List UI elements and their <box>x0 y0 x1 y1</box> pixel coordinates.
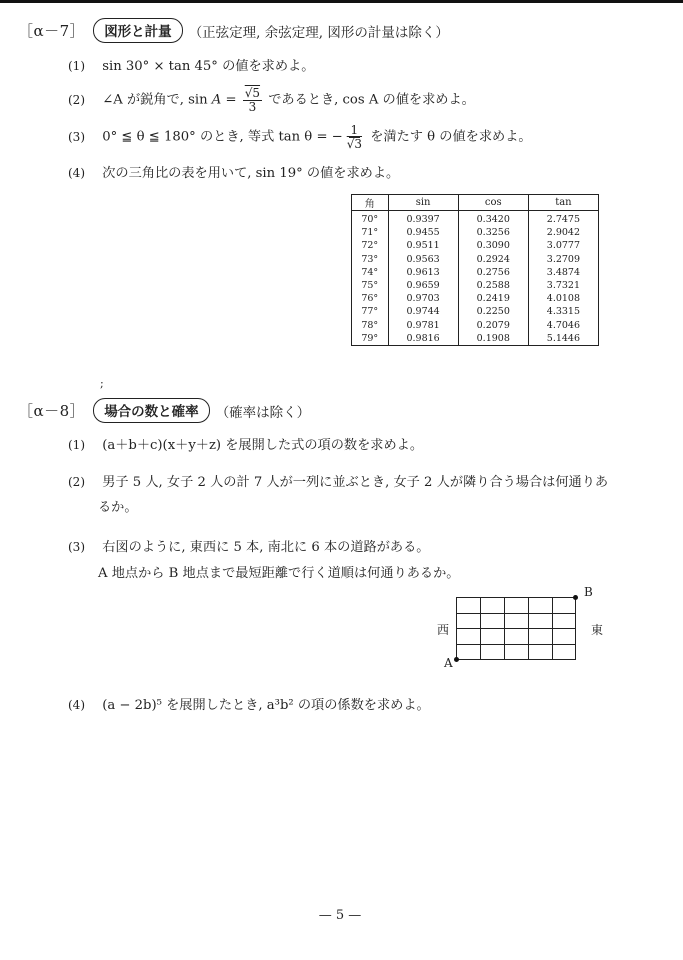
cell-tan: 3.7321 <box>528 279 598 292</box>
point-b-dot <box>573 595 578 600</box>
problem-text-pre: ∠A が鋭角で, sin <box>102 92 212 108</box>
cell-angle: 75° <box>352 279 389 292</box>
label-point-b: B <box>584 585 593 599</box>
problem-a7-3 <box>68 124 532 150</box>
problem-eq: = <box>221 92 241 108</box>
problem-var: A <box>211 92 222 108</box>
problem-text-cont: A 地点から B 地点まで最短距離で行く道順は何通りあるか。 <box>98 566 460 581</box>
problem-a8-3-cont <box>98 562 459 581</box>
cell-angle: 78° <box>352 319 389 332</box>
cell-cos: 0.2250 <box>458 305 528 318</box>
problem-text-post: を満たす θ の値を求めよ。 <box>366 129 532 145</box>
section-badge: 場合の数と確率 <box>93 398 210 423</box>
cell-angle: 76° <box>352 292 389 305</box>
table-row <box>352 292 599 305</box>
label-west: 西 <box>437 623 450 637</box>
problem-number: (4) <box>68 166 85 180</box>
cell-sin: 0.9744 <box>388 305 458 318</box>
road-grid <box>456 597 576 660</box>
table-row <box>352 266 599 279</box>
problem-text: (a＋b＋c)(x＋y＋z) を展開した式の項の数を求めよ。 <box>102 438 424 453</box>
fraction-denominator: 3 <box>248 99 257 114</box>
cell-tan: 3.2709 <box>528 253 598 266</box>
label-point-a: A <box>444 656 453 670</box>
section-note: （確率は除く） <box>215 404 311 421</box>
cell-angle: 71° <box>352 226 389 239</box>
problem-text: sin 30° × tan 45° の値を求めよ。 <box>102 59 315 74</box>
table-row <box>352 239 599 252</box>
problem-number: (2) <box>68 92 85 107</box>
fraction <box>243 87 262 113</box>
table-header-sin: sin <box>388 195 458 211</box>
cell-sin: 0.9511 <box>388 239 458 252</box>
problem-text-cont: るか。 <box>98 500 138 515</box>
problem-a8-2-cont <box>98 496 138 515</box>
cell-angle: 70° <box>352 211 389 227</box>
cell-cos: 0.2588 <box>458 279 528 292</box>
problem-a8-3 <box>68 536 429 555</box>
problem-number: (4) <box>68 698 85 712</box>
cell-tan: 4.3315 <box>528 305 598 318</box>
cell-tan: 3.0777 <box>528 239 598 252</box>
cell-angle: 73° <box>352 253 389 266</box>
table-row <box>352 253 599 266</box>
cell-cos: 0.3090 <box>458 239 528 252</box>
table-header-row <box>352 195 599 211</box>
table-header-cos: cos <box>458 195 528 211</box>
cell-angle: 74° <box>352 266 389 279</box>
section-header-a8 <box>18 398 310 423</box>
table-row <box>352 332 599 346</box>
point-a-dot <box>454 657 459 662</box>
problem-number: (3) <box>68 129 85 144</box>
problem-text: (a − 2b)⁵ を展開したとき, a³b² の項の係数を求めよ。 <box>102 698 430 713</box>
problem-a7-1 <box>68 55 314 74</box>
stray-mark: ; <box>100 377 104 390</box>
table-row <box>352 211 599 227</box>
table-row <box>352 305 599 318</box>
problem-a7-2 <box>68 87 475 113</box>
problem-number: (2) <box>68 475 85 489</box>
road-grid-figure <box>456 597 582 660</box>
cell-cos: 0.3420 <box>458 211 528 227</box>
cell-sin: 0.9613 <box>388 266 458 279</box>
problem-a8-4 <box>68 694 430 713</box>
cell-sin: 0.9563 <box>388 253 458 266</box>
cell-angle: 79° <box>352 332 389 346</box>
cell-cos: 0.2079 <box>458 319 528 332</box>
cell-angle: 77° <box>352 305 389 318</box>
section-header-a7 <box>18 18 449 43</box>
cell-cos: 0.3256 <box>458 226 528 239</box>
table-header-tan: tan <box>528 195 598 211</box>
problem-text: 右図のように, 東西に 5 本, 南北に 6 本の道路がある。 <box>102 540 430 555</box>
problem-a8-1 <box>68 434 423 453</box>
cell-sin: 0.9397 <box>388 211 458 227</box>
cell-sin: 0.9659 <box>388 279 458 292</box>
road-ew <box>457 628 575 629</box>
table-header-angle: 角 <box>352 195 389 211</box>
cell-tan: 2.9042 <box>528 226 598 239</box>
table-row <box>352 226 599 239</box>
cell-cos: 0.2756 <box>458 266 528 279</box>
cell-sin: 0.9455 <box>388 226 458 239</box>
problem-text: 次の三角比の表を用いて, sin 19° の値を求めよ。 <box>102 166 400 181</box>
fraction-denominator: √3 <box>346 136 363 151</box>
problem-number: (1) <box>68 438 85 452</box>
cell-tan: 5.1446 <box>528 332 598 346</box>
cell-cos: 0.2924 <box>458 253 528 266</box>
table-row <box>352 319 599 332</box>
cell-sin: 0.9816 <box>388 332 458 346</box>
page-number: — 5 — <box>318 908 362 923</box>
fraction <box>345 124 364 150</box>
section-id: ［α－7］ <box>18 22 86 40</box>
fraction-numerator: 1 <box>350 123 359 137</box>
road-ew <box>457 644 575 645</box>
problem-a7-4 <box>68 162 399 181</box>
section-note: （正弦定理, 余弦定理, 図形の計量は除く） <box>188 24 449 41</box>
problem-number: (1) <box>68 59 85 73</box>
table-row <box>352 279 599 292</box>
problem-text-post: であるとき, cos A の値を求めよ。 <box>264 92 475 108</box>
problem-a8-2 <box>68 471 608 490</box>
top-border <box>0 0 683 3</box>
fraction-numerator: √5 <box>244 86 261 100</box>
cell-tan: 4.7046 <box>528 319 598 332</box>
cell-cos: 0.2419 <box>458 292 528 305</box>
cell-sin: 0.9703 <box>388 292 458 305</box>
cell-cos: 0.1908 <box>458 332 528 346</box>
cell-tan: 4.0108 <box>528 292 598 305</box>
cell-sin: 0.9781 <box>388 319 458 332</box>
cell-tan: 3.4874 <box>528 266 598 279</box>
problem-number: (3) <box>68 540 85 554</box>
cell-angle: 72° <box>352 239 389 252</box>
cell-tan: 2.7475 <box>528 211 598 227</box>
trig-table <box>351 194 599 346</box>
label-east: 東 <box>591 623 604 637</box>
road-ew <box>457 613 575 614</box>
section-id: ［α－8］ <box>18 402 86 420</box>
section-badge: 図形と計量 <box>93 18 183 43</box>
problem-text: 男子 5 人, 女子 2 人の計 7 人が一列に並ぶとき, 女子 2 人が隣り合う場合は何通りあ <box>102 475 609 490</box>
problem-text-pre: 0° ≦ θ ≦ 180° のとき, 等式 tan θ = − <box>102 129 343 145</box>
